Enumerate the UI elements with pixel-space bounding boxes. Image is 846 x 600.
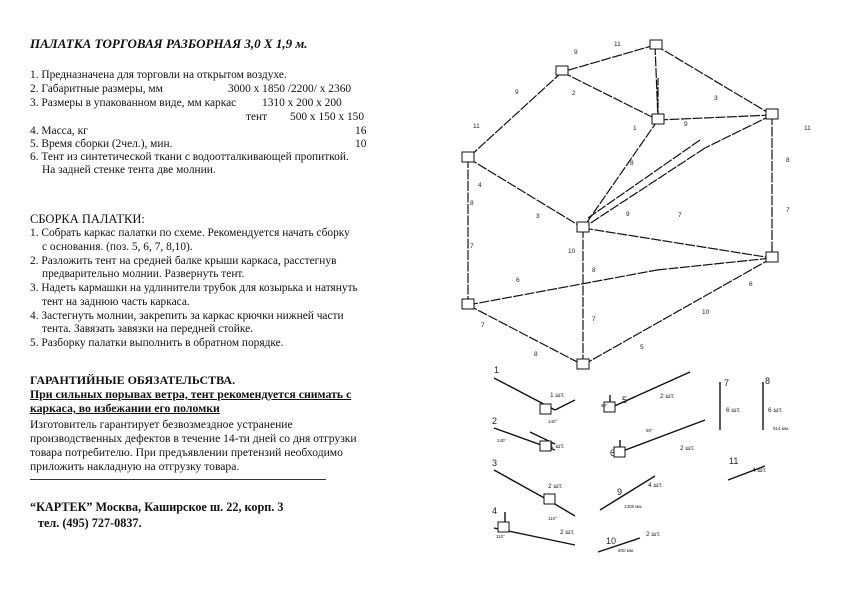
assembly-step-3a: 3. Надеть кармашки на удлинители трубок для козырька и натянуть [30, 282, 358, 294]
svg-text:9: 9 [626, 211, 630, 218]
spec-mass-label: 4. Масса, кг [30, 125, 88, 137]
spec-packed-frame-value: 1310 х 200 х 200 [262, 97, 342, 109]
svg-text:1: 1 [633, 125, 637, 132]
svg-text:110°: 110° [548, 516, 557, 521]
svg-text:7: 7 [678, 212, 682, 219]
spec-fabric: 6. Тент из синтетической ткани с водоотталкивающей пропиткой. [30, 151, 349, 163]
svg-text:2: 2 [572, 90, 576, 97]
svg-text:9: 9 [574, 49, 578, 56]
svg-text:8: 8 [592, 267, 596, 274]
svg-text:1 шт.: 1 шт. [550, 443, 565, 450]
svg-text:7: 7 [481, 322, 485, 329]
svg-text:3: 3 [492, 458, 498, 468]
svg-text:6: 6 [749, 281, 753, 288]
svg-text:2 шт.: 2 шт. [680, 445, 695, 452]
spec-packed-tent-value: 500 х 150 х 150 [290, 111, 365, 123]
svg-text:10: 10 [702, 309, 710, 316]
spec-packed-frame-label: 3. Размеры в упакованном виде, мм каркас [30, 97, 237, 109]
svg-text:6: 6 [610, 448, 616, 458]
assembly-step-2a: 2. Разложить тент на средней балке крыши каркаса, расстегнув [30, 255, 337, 267]
svg-text:4 шт.: 4 шт. [648, 482, 663, 489]
svg-text:2 шт.: 2 шт. [660, 393, 675, 400]
svg-text:10: 10 [568, 248, 576, 255]
part-labels [492, 365, 789, 553]
svg-text:1 шт.: 1 шт. [550, 392, 565, 399]
svg-text:5: 5 [640, 344, 644, 351]
svg-text:4: 4 [478, 182, 482, 189]
assembly-step-1b: с основания. (поз. 5, 6, 7, 8,10). [42, 241, 193, 253]
svg-text:8: 8 [630, 160, 634, 167]
svg-text:7: 7 [592, 316, 596, 323]
frame-part-labels [470, 41, 811, 358]
assembly-step-1a: 1. Собрать каркас палатки по схеме. Рекомендуется начать сборку [30, 227, 350, 239]
part-illustrations [494, 372, 765, 552]
svg-text:9: 9 [515, 89, 519, 96]
svg-text:500 мм.: 500 мм. [618, 548, 635, 553]
frame-tubes [468, 45, 772, 365]
svg-text:8: 8 [470, 200, 474, 207]
assembly-step-4a: 4. Застегнуть молнии, закрепить за каркас крючки нижней части [30, 310, 344, 322]
company-address: “КАРТЕК” Москва, Каширское ш. 22, корп. 3 [30, 500, 284, 514]
spec-assembly-time-value: 10 [355, 138, 367, 150]
assembly-step-4b: тента. Завязать завязки на передней стойке. [42, 323, 253, 335]
svg-text:8: 8 [534, 351, 538, 358]
svg-text:7: 7 [470, 243, 474, 250]
warranty-warning-line-1: При сильных порывах ветра, тент рекомендуется снимать с [30, 387, 352, 401]
svg-text:3: 3 [536, 213, 540, 220]
svg-text:2: 2 [492, 416, 498, 426]
warranty-text-4: приложить накладную на отгрузку товара. [30, 460, 240, 473]
spec-zippers: На задней стенке тента две молнии. [42, 164, 216, 176]
svg-text:914 мм.: 914 мм. [773, 426, 790, 431]
spec-packed-tent-label: тент [246, 111, 268, 123]
svg-text:2 шт.: 2 шт. [548, 483, 563, 490]
svg-text:140°: 140° [497, 438, 507, 443]
part-connectors [498, 402, 625, 532]
svg-text:6 шт.: 6 шт. [726, 407, 741, 414]
spec-mass-value: 16 [355, 125, 367, 137]
assembly-step-3b: тент на заднюю часть каркаса. [42, 296, 190, 308]
svg-text:8: 8 [765, 376, 771, 386]
svg-text:10: 10 [606, 536, 617, 546]
warranty-heading: ГАРАНТИЙНЫЕ ОБЯЗАТЕЛЬСТВА. [30, 373, 236, 387]
svg-text:4: 4 [492, 506, 498, 516]
assembly-step-5: 5. Разборку палатки выполнить в обратном порядке. [30, 337, 284, 349]
svg-text:3: 3 [714, 95, 718, 102]
svg-text:6: 6 [516, 277, 520, 284]
assembly-step-2b: предварительно молнии. Развернуть тент. [42, 268, 245, 280]
warranty-text-2: производственных дефектов в течение 14-ти дней со дня отгрузки [30, 432, 357, 445]
warranty-text-1: Изготовитель гарантирует безвозмездное устранение [30, 418, 293, 431]
svg-text:140°: 140° [548, 419, 558, 424]
spec-dimensions-label: 2. Габаритные размеры, мм [30, 83, 163, 95]
spec-assembly-time-label: 5. Время сборки (2чел.), мин. [30, 138, 173, 150]
svg-text:2 шт.: 2 шт. [646, 531, 661, 538]
svg-text:4 шт.: 4 шт. [752, 467, 767, 474]
svg-text:11: 11 [729, 456, 739, 466]
spec-dimensions-value: 3000 х 1850 /2200/ х 2360 [228, 83, 352, 95]
svg-text:1: 1 [494, 365, 500, 375]
warranty-text-3: товара потребителю. При предъявлении претензий необходимо [30, 446, 343, 459]
svg-text:8: 8 [786, 157, 790, 164]
warranty-warning-line-2: каркаса, во избежании его поломки [30, 401, 220, 415]
svg-text:6 шт.: 6 шт. [768, 407, 783, 414]
svg-text:2 шт.: 2 шт. [560, 529, 575, 536]
svg-text:9: 9 [684, 121, 688, 128]
spec-purpose: 1. Предназначена для торговли на открытом воздухе. [30, 69, 287, 81]
svg-text:90°: 90° [646, 428, 653, 433]
assembly-heading: СБОРКА ПАЛАТКИ: [30, 212, 145, 226]
svg-text:90°: 90° [601, 403, 608, 408]
svg-text:7: 7 [786, 207, 790, 214]
page-title: ПАЛАТКА ТОРГОВАЯ РАЗБОРНАЯ 3,0 Х 1,9 м. [30, 36, 308, 51]
frame-connectors [462, 40, 778, 369]
svg-text:11: 11 [804, 125, 811, 132]
svg-text:9: 9 [617, 487, 623, 497]
svg-text:11: 11 [473, 123, 480, 130]
svg-text:1308 мм.: 1308 мм. [624, 504, 643, 509]
svg-text:7: 7 [724, 378, 730, 388]
company-phone: тел. (495) 727-0837. [38, 516, 142, 530]
svg-text:11: 11 [614, 41, 621, 48]
svg-text:110°: 110° [496, 534, 505, 539]
svg-text:5: 5 [622, 395, 628, 405]
